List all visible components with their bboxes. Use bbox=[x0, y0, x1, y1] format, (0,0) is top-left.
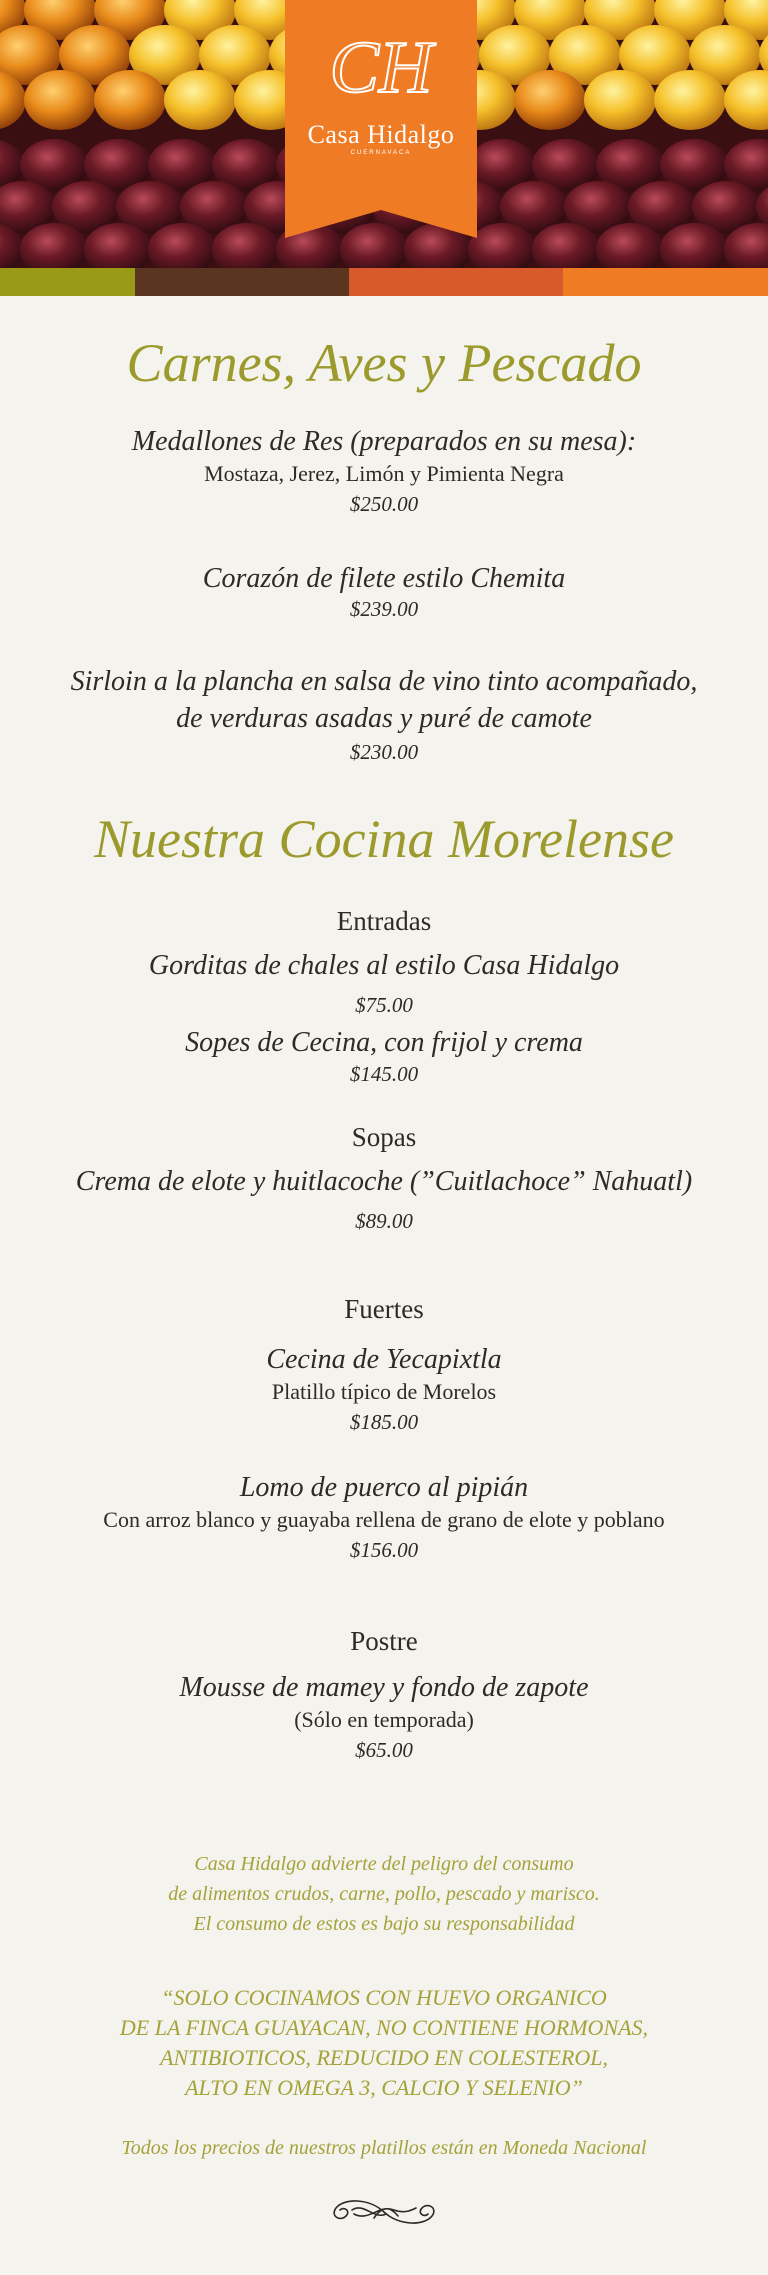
logo-banner bbox=[285, 0, 477, 238]
currency-note: Todos los precios de nuestros platillos están en Moneda Nacional bbox=[121, 2137, 647, 2159]
dish-description: Platillo típico de Morelos bbox=[271, 1379, 497, 1404]
dish-name: Corazón de filete estilo Chemita bbox=[202, 563, 566, 594]
section-title-cocina-morelense: Nuestra Cocina Morelense bbox=[94, 809, 674, 869]
stripe-olive bbox=[0, 268, 135, 296]
category-heading-sopas: Sopas bbox=[351, 1122, 417, 1152]
dish-name: Gorditas de chales al estilo Casa Hidalgo bbox=[148, 950, 620, 981]
stripe-red-orange bbox=[349, 268, 563, 296]
flourish-ornament-icon bbox=[324, 2192, 444, 2232]
dish-name-line2: de verduras asadas y puré de camote bbox=[176, 703, 592, 734]
corn-kernel-yellow bbox=[654, 70, 726, 130]
dish-price: $230.00 bbox=[349, 740, 419, 764]
logo-ribbon-shape bbox=[285, 0, 477, 238]
dish-price: $239.00 bbox=[349, 597, 419, 621]
corn-kernel-yellow bbox=[514, 70, 586, 130]
category-heading-fuertes: Fuertes bbox=[344, 1294, 424, 1324]
dish-price: $89.00 bbox=[355, 1209, 413, 1233]
dish-description: Mostaza, Jerez, Limón y Pimienta Negra bbox=[204, 461, 564, 486]
dish-price: $65.00 bbox=[355, 1738, 413, 1762]
warning-note-line: Casa Hidalgo advierte del peligro del consumo bbox=[194, 1853, 574, 1875]
dish-name: Sopes de Cecina, con frijol y crema bbox=[185, 1027, 583, 1058]
category-heading-postre: Postre bbox=[350, 1626, 418, 1656]
dish-name: Crema de elote y huitlacoche (”Cuitlachoce” Nahuatl) bbox=[75, 1166, 693, 1197]
dish-price: $185.00 bbox=[349, 1410, 419, 1434]
dish-price: $250.00 bbox=[349, 492, 419, 516]
dish-name: Lomo de puerco al pipián bbox=[239, 1472, 529, 1503]
logo-monogram-icon: CH bbox=[329, 27, 433, 109]
egg-note-line: “SOLO COCINAMOS CON HUEVO ORGANICO bbox=[161, 1985, 607, 2010]
egg-note-line: ALTO EN OMEGA 3, CALCIO Y SELENIO” bbox=[185, 2075, 583, 2100]
dish-description: (Sólo en temporada) bbox=[294, 1707, 474, 1732]
corn-kernel-yellow bbox=[584, 70, 656, 130]
category-heading-entradas: Entradas bbox=[336, 906, 432, 936]
brand-city: CUERNAVACA bbox=[350, 150, 412, 156]
egg-note-line: ANTIBIOTICOS, REDUCIDO EN COLESTEROL, bbox=[160, 2045, 608, 2070]
brand-name: Casa Hidalgo bbox=[307, 120, 455, 149]
corn-kernel-yellow bbox=[24, 70, 96, 130]
dish-price: $75.00 bbox=[355, 993, 413, 1017]
warning-note-line: El consumo de estos es bajo su responsabilidad bbox=[193, 1913, 575, 1935]
dish-price: $145.00 bbox=[349, 1062, 419, 1086]
section-title-carnes: Carnes, Aves y Pescado bbox=[126, 333, 642, 393]
corn-kernel-yellow bbox=[164, 70, 236, 130]
corn-kernel-yellow bbox=[94, 70, 166, 130]
dish-name: Medallones de Res (preparados en su mesa): bbox=[131, 426, 637, 457]
stripe-brown bbox=[135, 268, 349, 296]
dish-description: Con arroz blanco y guayaba rellena de grano de elote y poblano bbox=[103, 1507, 665, 1532]
egg-note-line: DE LA FINCA GUAYACAN, NO CONTIENE HORMONAS, bbox=[119, 2015, 649, 2040]
warning-note-line: de alimentos crudos, carne, pollo, pescado y marisco. bbox=[168, 1883, 600, 1905]
color-stripes bbox=[0, 268, 768, 296]
dish-name: Cecina de Yecapixtla bbox=[266, 1344, 502, 1375]
dish-price: $156.00 bbox=[349, 1538, 419, 1562]
dish-name: Mousse de mamey y fondo de zapote bbox=[179, 1672, 589, 1703]
stripe-orange bbox=[563, 268, 768, 296]
dish-name: Sirloin a la plancha en salsa de vino tinto acompañado, bbox=[70, 666, 698, 697]
